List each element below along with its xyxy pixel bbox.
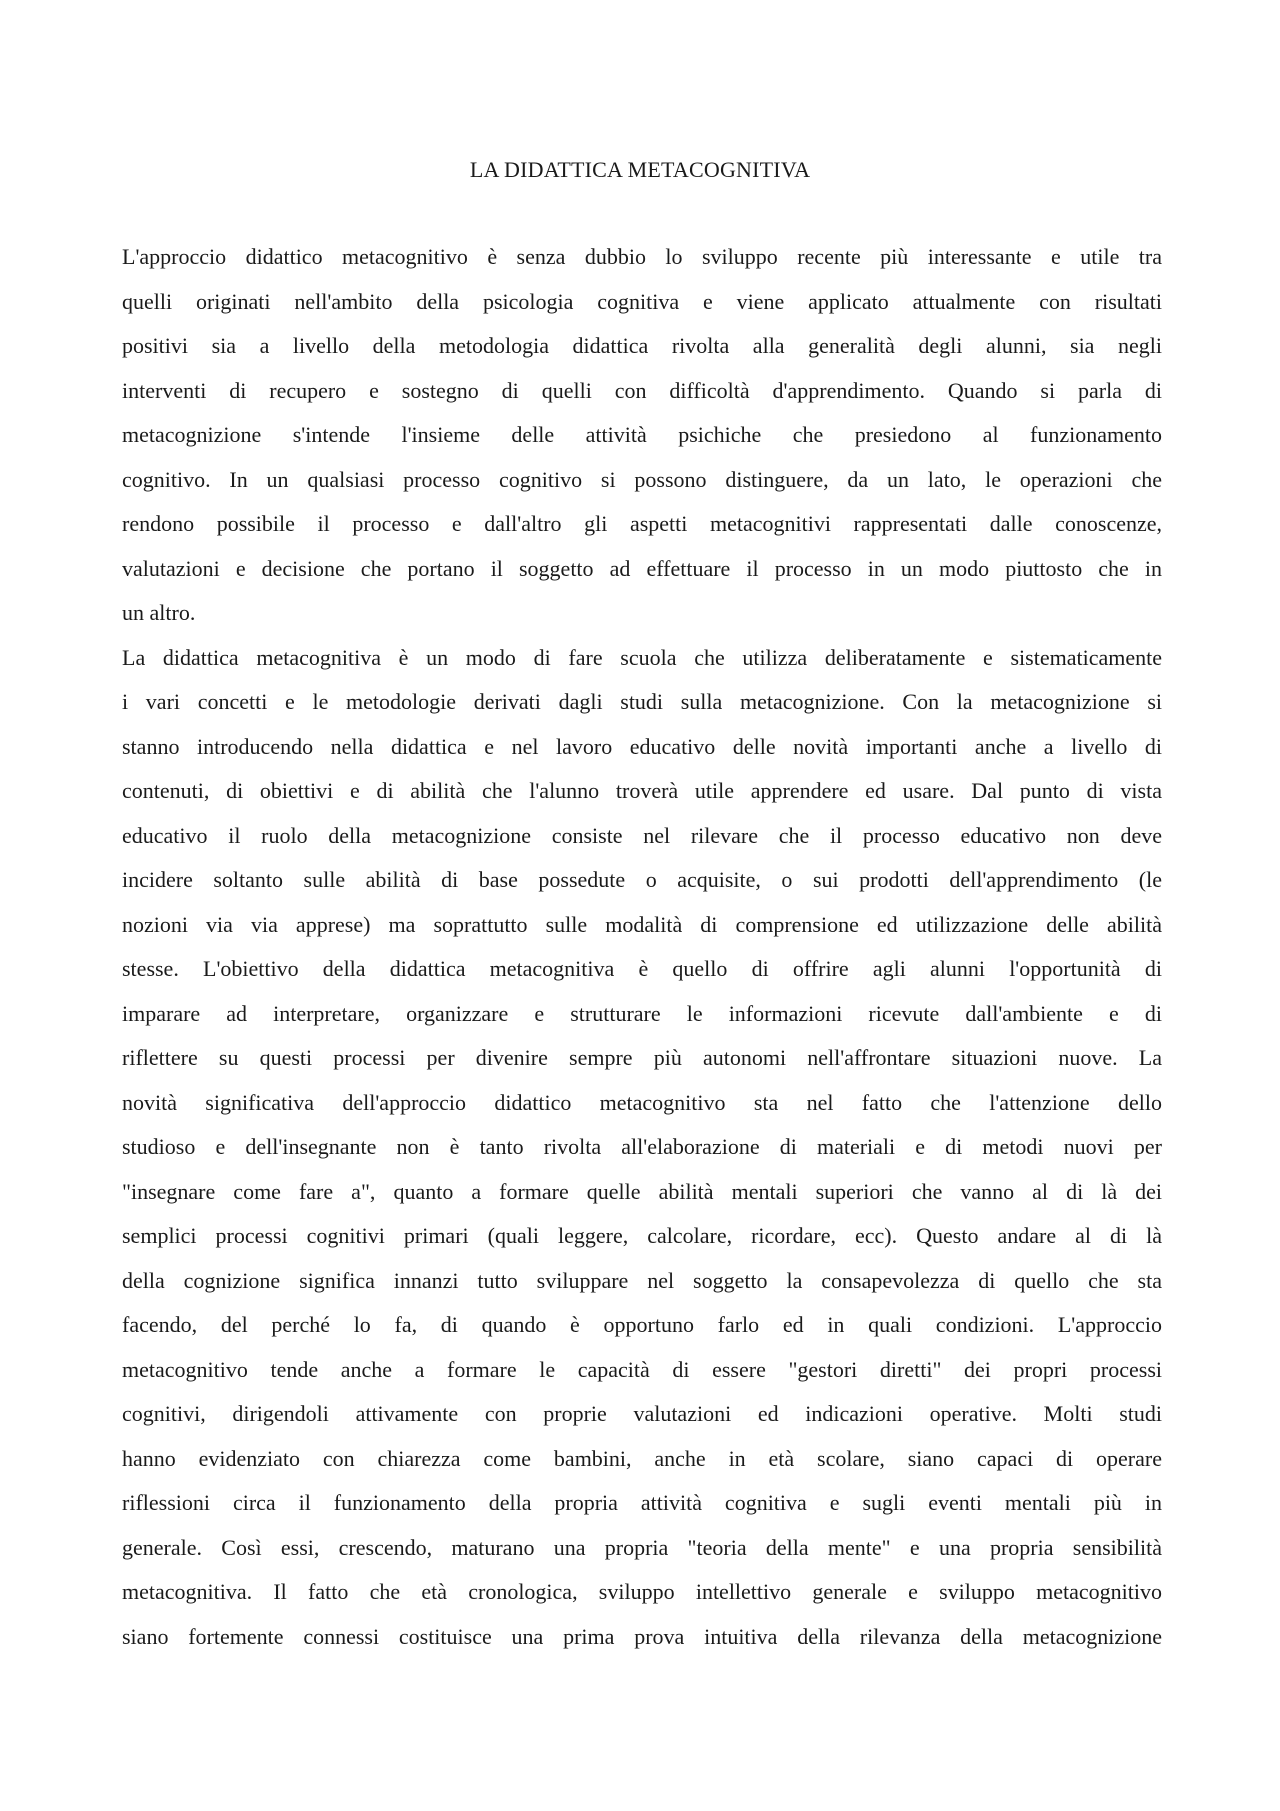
text-line: della cognizione significa innanzi tutto sviluppare nel soggetto la consapevolezza di quello che sta (122, 1267, 1162, 1293)
document-title: LA DIDATTICA METACOGNITIVA (469, 157, 811, 182)
text-line: imparare ad interpretare, organizzare e strutturare le informazioni ricevute dall'ambiente e di (122, 1000, 1162, 1026)
text-line: facendo, del perché lo fa, di quando è opportuno farlo ed in quali condizioni. L'approccio (122, 1312, 1162, 1337)
text-line: un altro. (122, 600, 196, 625)
text-line: positivi sia a livello della metodologia didattica rivolta alla generalità degli alunni, sia negli (122, 333, 1162, 358)
text-line: incidere soltanto sulle abilità di base possedute o acquisite, o sui prodotti dell'apprendimento (le (122, 867, 1162, 892)
text-line: cognitivi, dirigendoli attivamente con proprie valutazioni ed indicazioni operative. Molti studi (122, 1401, 1162, 1426)
text-line: metacognitivo tende anche a formare le capacità di essere "gestori diretti" dei propri processi (122, 1356, 1162, 1382)
document-body (122, 235, 1162, 1659)
text-line: i vari concetti e le metodologie derivati dagli studi sulla metacognizione. Con la metacognizione si (122, 689, 1162, 714)
text-line: stanno introducendo nella didattica e nel lavoro educativo delle novità importanti anche a livello di (122, 733, 1162, 759)
text-line: educativo il ruolo della metacognizione consiste nel rilevare che il processo educativo non deve (122, 822, 1162, 848)
paragraph-2 (122, 636, 1162, 1660)
text-line: contenuti, di obiettivi e di abilità che l'alunno troverà utile apprendere ed usare. Dal punto di vista (122, 778, 1162, 803)
text-line: La didattica metacognitiva è un modo di fare scuola che utilizza deliberatamente e sistematicamente (122, 644, 1162, 670)
text-line: rendono possibile il processo e dall'altro gli aspetti metacognitivi rappresentati dalle conoscenze, (122, 511, 1162, 536)
text-line: studioso e dell'insegnante non è tanto rivolta all'elaborazione di materiali e di metodi nuovi per (122, 1134, 1162, 1159)
text-line: siano fortemente connessi costituisce una prima prova intuitiva della rilevanza della metacognizione (122, 1623, 1162, 1649)
text-line: cognitivo. In un qualsiasi processo cognitivo si possono distinguere, da un lato, le operazioni che (122, 466, 1162, 492)
text-line: quelli originati nell'ambito della psicologia cognitiva e viene applicato attualmente con risultati (122, 288, 1162, 314)
text-line: riflettere su questi processi per divenire sempre più autonomi nell'affrontare situazioni nuove. La (122, 1045, 1162, 1070)
text-line: riflessioni circa il funzionamento della propria attività cognitiva e sugli eventi mentali più in (122, 1490, 1162, 1515)
text-line: semplici processi cognitivi primari (quali leggere, calcolare, ricordare, ecc). Questo andare al di là (122, 1223, 1162, 1248)
paragraph-1 (122, 235, 1162, 636)
text-line: novità significativa dell'approccio didattico metacognitivo sta nel fatto che l'attenzione dello (122, 1089, 1162, 1115)
text-line: L'approccio didattico metacognitivo è senza dubbio lo sviluppo recente più interessante e utile tra (122, 244, 1162, 269)
text-line: "insegnare come fare a", quanto a formare quelle abilità mentali superiori che vanno al di là dei (122, 1178, 1162, 1204)
text-line: valutazioni e decisione che portano il soggetto ad effettuare il processo in un modo piuttosto che in (122, 555, 1162, 581)
text-line: metacognizione s'intende l'insieme delle attività psichiche che presiedono al funzionamento (122, 422, 1162, 447)
text-line: stesse. L'obiettivo della didattica metacognitiva è quello di offrire agli alunni l'opportunità di (122, 956, 1162, 981)
text-line: interventi di recupero e sostegno di quelli con difficoltà d'apprendimento. Quando si parla di (122, 377, 1162, 403)
text-line: metacognitiva. Il fatto che età cronologica, sviluppo intellettivo generale e sviluppo metacognitivo (122, 1579, 1162, 1604)
text-line: nozioni via via apprese) ma soprattutto sulle modalità di comprensione ed utilizzazione delle abilità (122, 911, 1162, 937)
text-line: hanno evidenziato con chiarezza come bambini, anche in età scolare, siano capaci di operare (122, 1445, 1162, 1471)
text-line: generale. Così essi, crescendo, maturano una propria "teoria della mente" e una propria sensibilità (122, 1534, 1162, 1560)
